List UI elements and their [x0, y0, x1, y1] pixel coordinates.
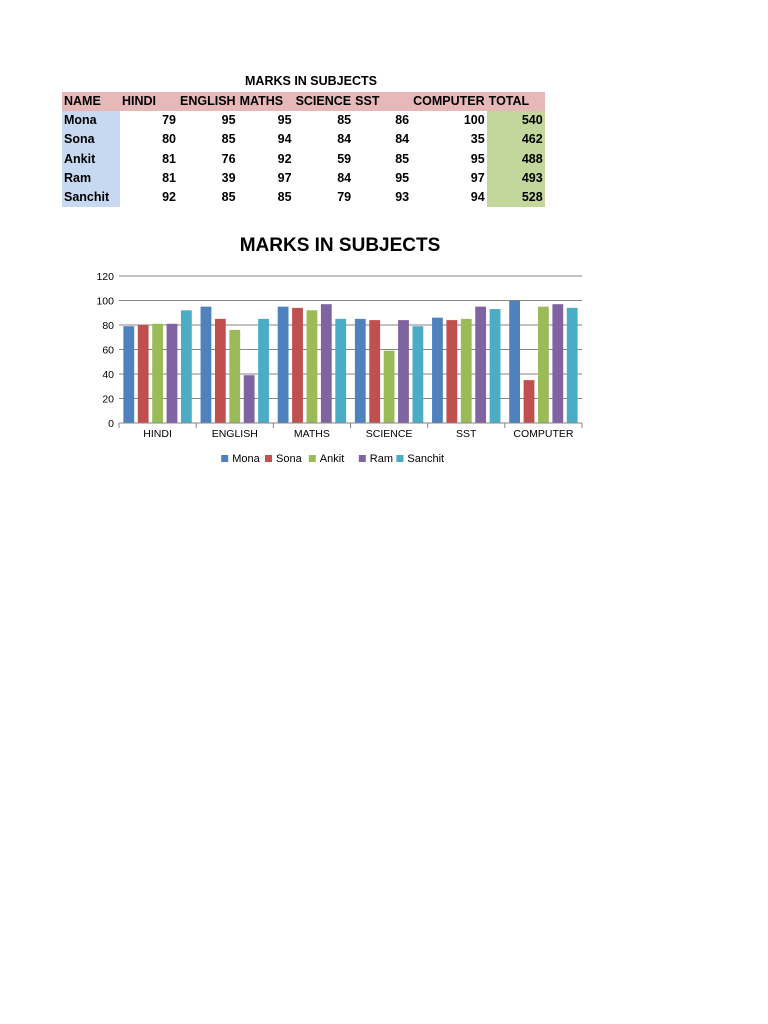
- bar-chart: [0, 0, 768, 480]
- mark-cell: 79: [162, 113, 176, 128]
- legend-label-ram: Ram: [369, 453, 394, 465]
- bars: [123, 301, 577, 424]
- bar-sona-english: [215, 319, 226, 423]
- mark-cell: 80: [162, 132, 176, 147]
- mark-cell: 95: [395, 170, 410, 185]
- x-tick-label: HINDI: [143, 428, 172, 440]
- mark-cell: 79: [337, 190, 352, 205]
- x-tick-label: ENGLISH: [211, 428, 258, 440]
- bar-ankit-maths: [307, 310, 318, 423]
- mark-cell: 94: [470, 190, 485, 205]
- mark-cell: 85: [395, 151, 410, 166]
- bar-sanchit-hindi: [181, 310, 192, 423]
- mark-cell: 85: [277, 190, 292, 205]
- mark-cell: 85: [221, 132, 236, 147]
- legend-label-ankit: Ankit: [319, 453, 345, 465]
- bar-sanchit-english: [258, 319, 269, 423]
- mark-cell: 84: [395, 132, 410, 147]
- legend-swatch-sanchit: [396, 455, 403, 462]
- mark-cell: 84: [337, 132, 352, 147]
- bar-ram-computer: [552, 304, 563, 423]
- mark-cell: 94: [277, 132, 292, 147]
- mark-cell: 97: [277, 170, 292, 185]
- legend-label-sona: Sona: [276, 453, 302, 465]
- mark-cell: 95: [221, 113, 236, 128]
- legend-label-mona: Mona: [232, 453, 260, 465]
- x-tick-label: SCIENCE: [365, 428, 413, 440]
- bar-ram-science: [398, 320, 409, 423]
- bar-ankit-computer: [538, 307, 549, 423]
- student-name: Mona: [62, 111, 120, 130]
- bar-sanchit-maths: [335, 319, 346, 423]
- bar-ankit-science: [384, 351, 395, 423]
- bar-mona-english: [201, 307, 212, 423]
- mark-cell: 95: [470, 151, 485, 166]
- header-science: SCIENCE: [294, 92, 354, 111]
- bar-ram-english: [244, 375, 255, 423]
- bar-sona-maths: [292, 308, 303, 423]
- bar-sanchit-sst: [490, 309, 501, 423]
- bar-sona-sst: [446, 320, 457, 423]
- legend-swatch-mona: [221, 455, 228, 462]
- legend-swatch-ram: [359, 455, 366, 462]
- bar-sanchit-science: [412, 326, 423, 423]
- total-cell: 462: [487, 130, 545, 149]
- total-cell: 493: [487, 169, 545, 188]
- bar-mona-sst: [432, 318, 443, 423]
- mark-cell: 97: [470, 170, 485, 185]
- mark-cell: 39: [221, 170, 236, 185]
- bar-sona-hindi: [138, 325, 149, 423]
- total-cell: 488: [487, 150, 545, 169]
- mark-cell: 81: [162, 151, 176, 166]
- mark-cell: 59: [337, 151, 352, 166]
- header-hindi: HINDI: [120, 92, 178, 111]
- mark-cell: 100: [463, 113, 485, 128]
- y-tick-label: 60: [102, 344, 114, 357]
- bar-ankit-english: [229, 330, 240, 423]
- bar-sanchit-computer: [567, 308, 578, 423]
- table-title: MARKS IN SUBJECTS: [245, 74, 377, 88]
- x-tick-label: COMPUTER: [513, 428, 574, 440]
- mark-cell: 93: [395, 190, 410, 205]
- header-total: TOTAL: [487, 92, 545, 111]
- bar-sona-computer: [524, 380, 535, 423]
- mark-cell: 95: [277, 113, 292, 128]
- header-sst: SST: [353, 92, 411, 111]
- legend: [221, 453, 444, 465]
- student-name: Sona: [62, 130, 120, 149]
- chart-title: MARKS IN SUBJECTS: [239, 235, 441, 256]
- bar-ram-maths: [321, 304, 332, 423]
- mark-cell: 85: [221, 190, 236, 205]
- y-tick-label: 40: [102, 369, 114, 381]
- mark-cell: 92: [162, 190, 176, 205]
- bar-ankit-sst: [461, 319, 472, 423]
- bar-mona-hindi: [123, 326, 134, 423]
- x-tick-label: SST: [456, 428, 477, 440]
- legend-swatch-sona: [265, 455, 272, 462]
- student-name: Sanchit: [62, 188, 120, 207]
- header-computer: COMPUTER: [411, 92, 487, 111]
- total-cell: 540: [487, 111, 545, 130]
- bar-ankit-hindi: [152, 324, 163, 423]
- mark-cell: 86: [395, 113, 410, 128]
- mark-cell: 84: [337, 170, 352, 185]
- mark-cell: 81: [162, 170, 176, 185]
- mark-cell: 35: [470, 132, 485, 147]
- header-maths: MATHS: [238, 92, 294, 111]
- bar-sona-science: [369, 320, 380, 423]
- legend-label-sanchit: Sanchit: [407, 453, 445, 465]
- bar-mona-computer: [509, 301, 520, 424]
- x-tick-label: MATHS: [293, 428, 330, 440]
- bar-ram-sst: [475, 307, 486, 423]
- bar-mona-science: [355, 319, 366, 423]
- bar-mona-maths: [278, 307, 289, 423]
- y-tick-label: 100: [96, 295, 114, 308]
- y-tick-label: 120: [96, 271, 114, 283]
- total-cell: 528: [487, 188, 545, 207]
- student-name: Ankit: [62, 150, 120, 169]
- mark-cell: 92: [277, 151, 292, 166]
- header-name: NAME: [62, 92, 120, 111]
- student-name: Ram: [62, 169, 120, 188]
- y-tick-label: 20: [102, 393, 114, 406]
- y-tick-label: 0: [108, 418, 114, 430]
- mark-cell: 76: [221, 151, 236, 166]
- legend-swatch-ankit: [309, 455, 316, 462]
- y-tick-label: 80: [102, 320, 114, 332]
- mark-cell: 85: [337, 113, 352, 128]
- header-english: ENGLISH: [178, 92, 238, 111]
- bar-ram-hindi: [167, 324, 178, 423]
